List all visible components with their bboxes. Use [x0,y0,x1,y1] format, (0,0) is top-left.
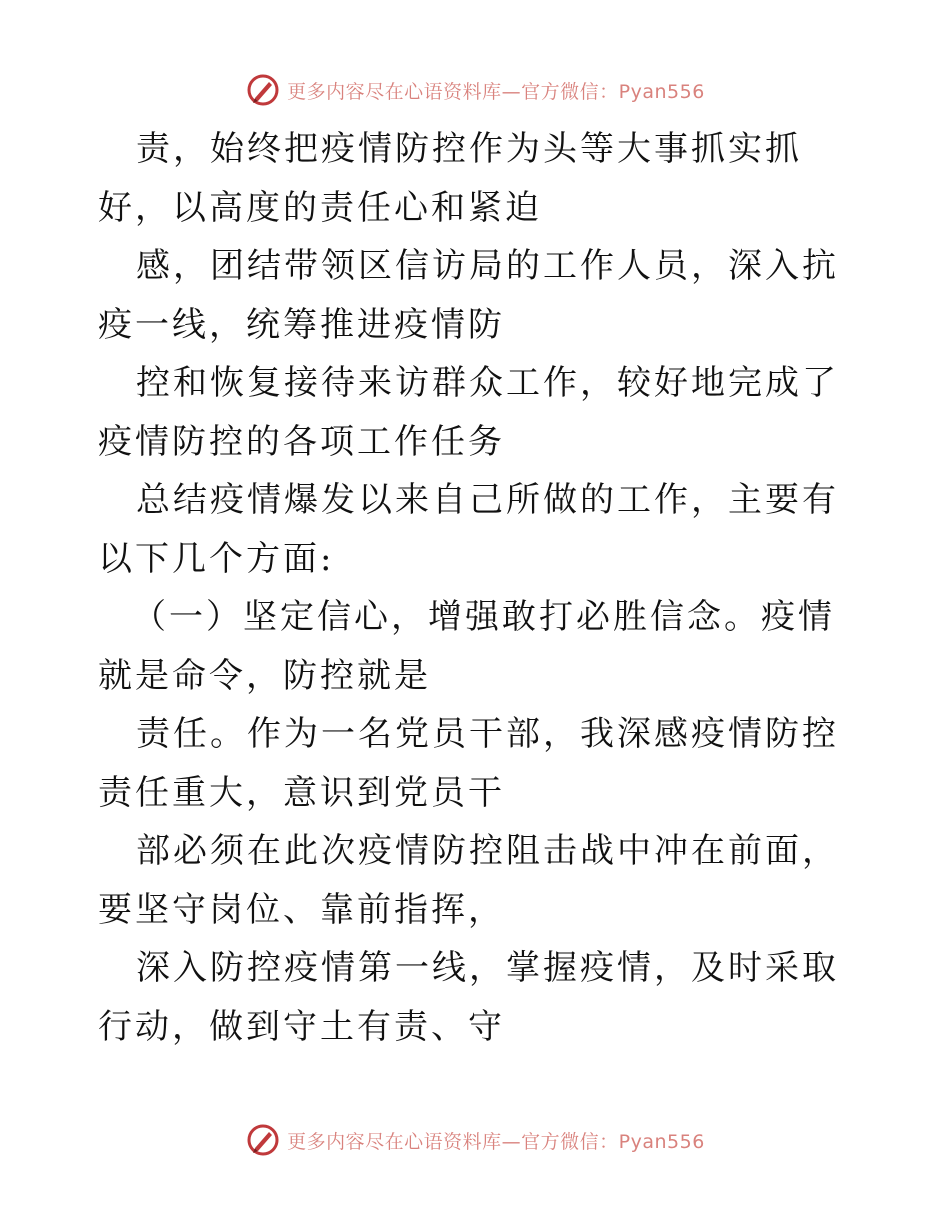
paragraph-6: 责任。作为一名党员干部，我深感疫情防控责任重大，意识到党员干 [98,714,839,813]
paragraph-3: 控和恢复接待来访群众工作，较好地完成了疫情防控的各项工作任务 [98,363,839,462]
document-body [98,120,858,1056]
pen-logo-icon [245,72,281,108]
paragraph-4: 总结疫情爆发以来自己所做的工作，主要有以下几个方面: [98,480,839,579]
pen-logo-icon [245,1122,281,1158]
footer-watermark-text: 更多内容尽在心语资料库—官方微信：Pyan556 [287,1130,705,1153]
paragraph-5: （一）坚定信心，增强敢打必胜信念。疫情就是命令，防控就是 [98,597,835,696]
header-watermark-text: 更多内容尽在心语资料库—官方微信：Pyan556 [287,80,705,103]
paragraph-8: 深入防控疫情第一线，掌握疫情，及时采取行动，做到守土有责、守 [98,948,839,1047]
footer-watermark [0,1122,950,1158]
paragraph-2: 感，团结带领区信访局的工作人员，深入抗疫一线，统筹推进疫情防 [98,246,839,345]
header-watermark [0,72,950,108]
paragraph-7: 部必须在此次疫情防控阻击战中冲在前面，要坚守岗位、靠前指挥， [98,831,839,930]
paragraph-1: 责，始终把疫情防控作为头等大事抓实抓好，以高度的责任心和紧迫 [98,129,802,228]
